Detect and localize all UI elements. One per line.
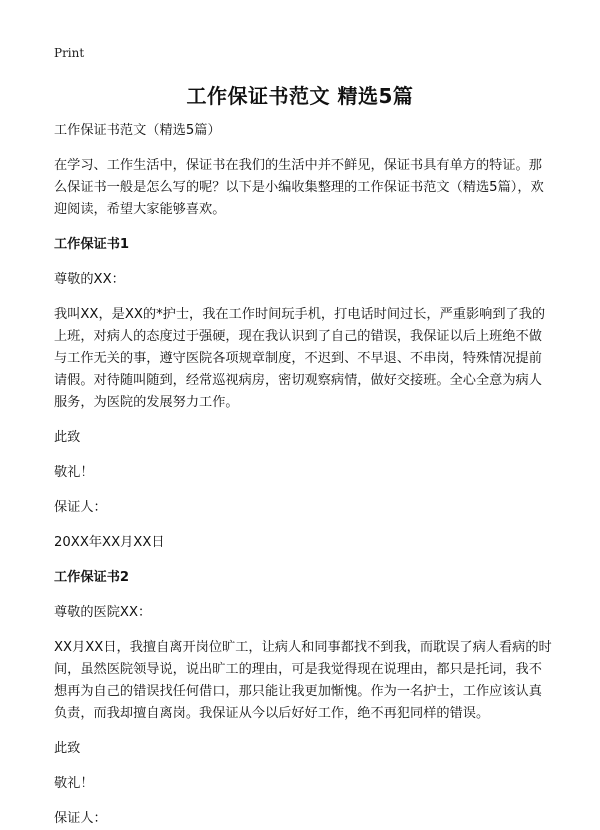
section-1-date: 20XX年XX月XX日: [54, 535, 165, 550]
intro-paragraph: 在学习、工作生活中，保证书在我们的生活中并不鲜见，保证书具有单方的特证。那么保证书一般是怎么写的呢？以下是小编收集整理的工作保证书范文（精选5篇），欢迎阅读，希望大家能够喜欢。: [54, 158, 544, 217]
section-1-signer: 保证人：: [54, 500, 107, 515]
section-2-body: XX月XX日，我擅自离开岗位旷工，让病人和同事都找不到我，而耽误了病人看病的时间，虽然医院领导说，说出旷工的理由，可是我觉得现在说理由，都只是托词，我不想再为自己的错误找任何借口，那只能让我更加惭愧。作为一名护士，工作应该认真负责，而我却擅自离岗。我保证从今以后好好工作，绝不再犯同样的错误。: [54, 640, 552, 721]
section-2-signer: 保证人：: [54, 811, 107, 826]
section-1-greeting: 尊敬的XX：: [54, 272, 125, 287]
section-1-closing-1: 此致: [54, 430, 81, 445]
document-body: [54, 120, 552, 830]
section-2-closing-2: 敬礼！: [54, 776, 94, 791]
section-1-closing-2: 敬礼！: [54, 465, 94, 480]
page-title: 工作保证书范文 精选5篇: [186, 84, 414, 108]
document-subtitle: 工作保证书范文（精选5篇）: [54, 123, 221, 138]
section-1-body: 我叫XX，是XX的*护士，我在工作时间玩手机，打电话时间过长，严重影响到了我的上班，对病人的态度过于强硬，现在我认识到了自己的错误，我保证以后上班绝不做与工作无关的事，遵守医院各项规章制度，不迟到、不早退、不串岗，特殊情况提前请假。对待随叫随到，经常巡视病房，密切观察病情，做好交接班。全心全意为病人服务，为医院的发展努力工作。: [54, 307, 546, 410]
section-2-closing-1: 此致: [54, 741, 81, 756]
section-2-heading: 工作保证书2: [54, 570, 130, 585]
section-2-greeting: 尊敬的医院XX：: [54, 605, 152, 620]
print-label: Print: [54, 46, 85, 60]
section-1-heading: 工作保证书1: [54, 237, 130, 252]
